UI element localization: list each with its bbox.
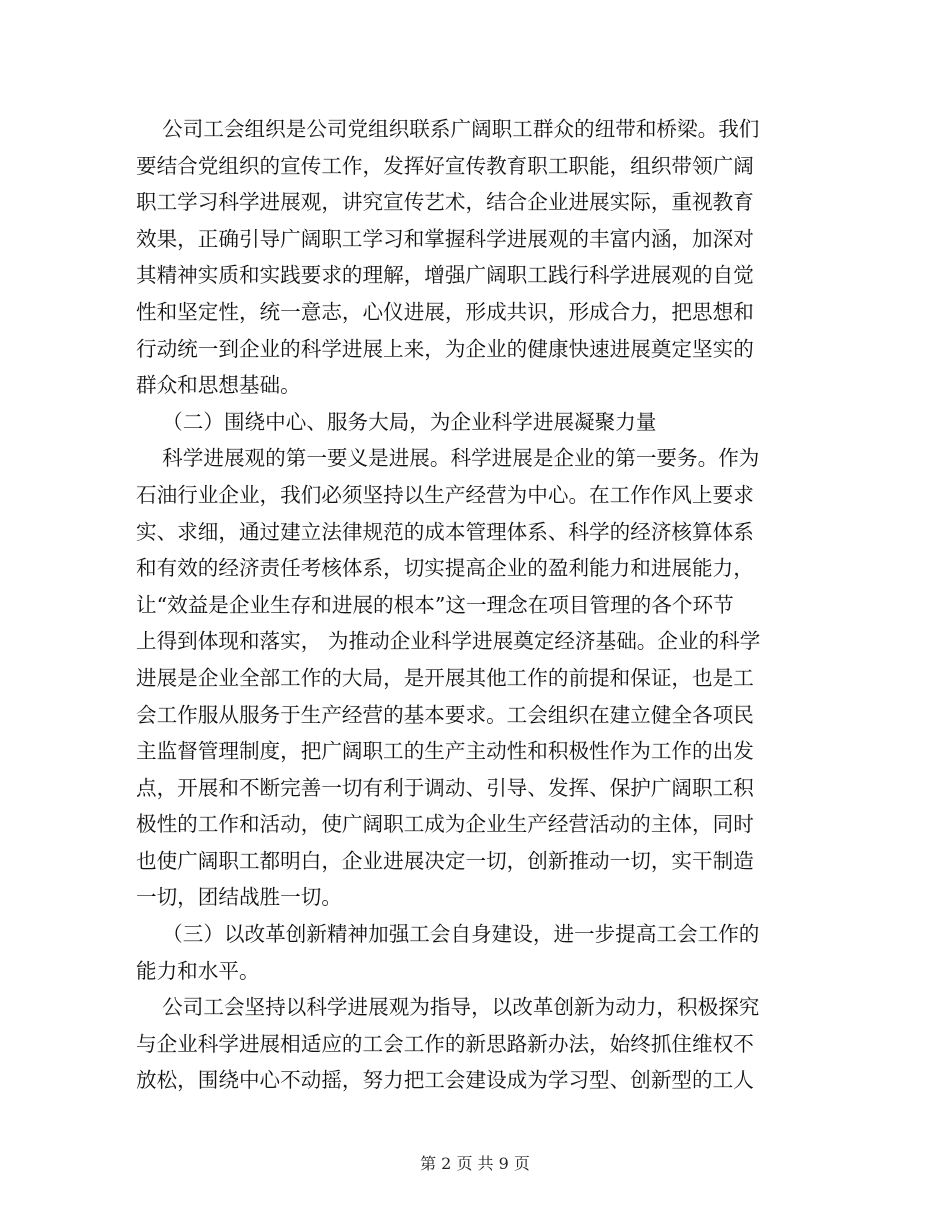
- text-line: 要结合党组织的宣传工作，发挥好宣传教育职工职能，组织带领广阔: [136, 153, 754, 178]
- text-line: 放松，围绕中心不动摇，努力把工会建设成为学习型、创新型的工人: [136, 1068, 754, 1093]
- text-line: 效果，正确引导广阔职工学习和掌握科学进展观的丰富内涵，加深对: [136, 226, 754, 251]
- text-line: 实、求细，通过建立法律规范的成本管理体系、科学的经济核算体系: [136, 519, 754, 544]
- text-line: 性和坚定性，统一意志，心仪进展，形成共识，形成合力，把思想和: [136, 299, 754, 324]
- paragraph: [136, 111, 816, 404]
- text-line: 职工学习科学进展观，讲究宣传艺术，结合企业进展实际，重视教育: [136, 190, 754, 215]
- page-number-label: 第 2 页 共 9 页: [420, 1154, 530, 1173]
- text-line: 也使广阔职工都明白，企业进展决定一切，创新推动一切，实干制造: [136, 848, 754, 873]
- text-line: 上得到体现和落实， 为推动企业科学进展奠定经济基础。企业的科学: [136, 629, 761, 654]
- text-line: 能力和水平。: [136, 958, 260, 983]
- page-footer: [0, 1154, 950, 1174]
- text-line: 科学进展观的第一要义是进展。科学进展是企业的第一要务。作为: [136, 446, 760, 471]
- text-line: 公司工会坚持以科学进展观为指导，以改革创新为动力，积极探究: [136, 995, 760, 1020]
- text-line: 点，开展和不断完善一切有利于调动、引导、发挥、保护广阔职工积: [136, 775, 754, 800]
- text-line: 主监督管理制度，把广阔职工的生产主动性和积极性作为工作的出发: [136, 739, 754, 764]
- paragraph: [136, 440, 816, 916]
- text-line: 会工作服从服务于生产经营的基本要求。工会组织在建立健全各项民: [136, 702, 754, 727]
- text-line: 与企业科学进展相适应的工会工作的新思路新办法，始终抓住维权不: [136, 1031, 754, 1056]
- document-body: [136, 111, 816, 1099]
- text-line: 让“效益是企业生存和进展的根本”这一理念在项目管理的各个环节: [136, 592, 734, 617]
- text-line: 行动统一到企业的科学进展上来，为企业的健康快速进展奠定坚实的: [136, 336, 754, 361]
- text-line: （三）以改革创新精神加强工会自身建设，进一步提高工会工作的: [136, 922, 760, 947]
- text-line: 石油行业企业，我们必须坚持以生产经营为中心。在工作作风上要求: [136, 482, 754, 507]
- text-line: 极性的工作和活动，使广阔职工成为企业生产经营活动的主体，同时: [136, 812, 754, 837]
- text-line: 和有效的经济责任考核体系，切实提高企业的盈利能力和进展能力，: [136, 556, 754, 581]
- text-line: 群众和思想基础。: [136, 373, 301, 398]
- section-heading: [136, 404, 816, 441]
- section-heading: [136, 916, 816, 989]
- text-line: 进展是企业全部工作的大局，是开展其他工作的前提和保证，也是工: [136, 665, 754, 690]
- text-line: （二）围绕中心、服务大局，为企业科学进展凝聚力量: [136, 409, 657, 434]
- text-line: 其精神实质和实践要求的理解，增强广阔职工践行科学进展观的自觉: [136, 263, 754, 288]
- text-line: 一切，团结战胜一切。: [136, 885, 342, 910]
- text-line: 公司工会组织是公司党组织联系广阔职工群众的纽带和桥梁。我们: [136, 117, 760, 141]
- paragraph: [136, 989, 816, 1099]
